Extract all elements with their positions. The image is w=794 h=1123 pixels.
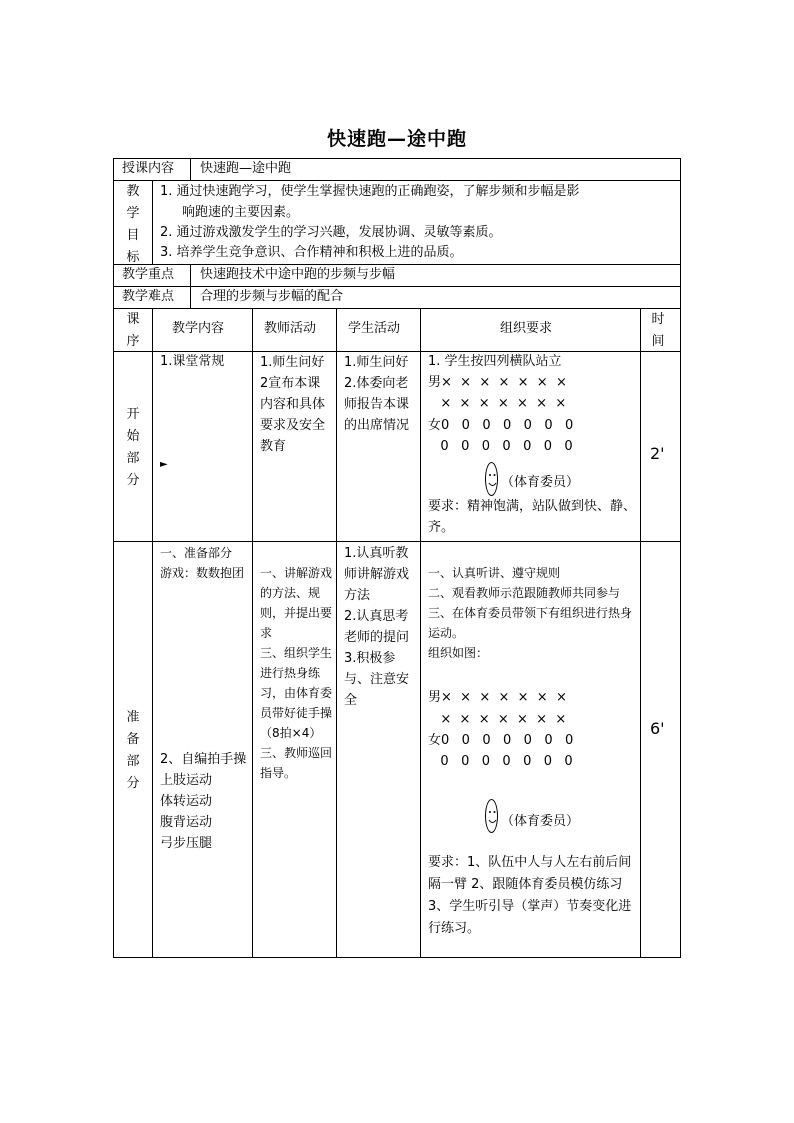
prep-org-lines: 一、认真听讲、遵守规则 二、观看教师示范跟随教师共同参与 三、在体育委员带领下有组织进行热身运动。 组织如图： <box>428 566 633 660</box>
objective-1: 1. 通过快速跑学习，使学生掌握快速跑的正确跑姿，了解步频和步幅是影 <box>160 184 580 199</box>
smiley-face-icon <box>485 799 498 833</box>
start-formation-row-3: 女0 0 0 0 0 0 0 <box>428 418 574 433</box>
course-value: 快速跑—途中跑 <box>200 161 292 176</box>
start-content-marker: ► <box>160 459 168 470</box>
objective-2: 2. 通过游戏激发学生的学习兴趣，发展协调、灵敏等素质。 <box>160 225 502 240</box>
objectives-label: 教学目标 <box>126 184 140 265</box>
prep-formation-row-3: 女0 0 0 0 0 0 0 <box>428 733 574 748</box>
key-label: 教学重点 <box>122 267 175 282</box>
col-student: 学生活动 <box>348 321 401 336</box>
smiley-face-icon <box>485 462 498 496</box>
prep-formation-row-4: 0 0 0 0 0 0 0 <box>428 754 573 769</box>
page-title: 快速跑—途中跑 <box>326 128 467 150</box>
prep-section-label: 准备部分 <box>126 710 140 791</box>
objective-1-cont: 响跑速的主要因素。 <box>182 205 300 220</box>
start-formation-row-1: 男× × × × × × × <box>428 375 567 390</box>
col-time: 时间 <box>651 312 665 349</box>
difficult-value: 合理的步频与步幅的配合 <box>200 289 344 304</box>
start-formation-row-4: 0 0 0 0 0 0 0 <box>428 439 573 454</box>
col-organization: 组织要求 <box>500 321 553 336</box>
start-formation-row-2: × × × × × × × <box>428 396 567 411</box>
col-content: 教学内容 <box>172 321 225 336</box>
start-section-label: 开始部分 <box>126 407 140 488</box>
start-monitor-label: （体育委员） <box>501 475 580 490</box>
prep-requirement: 要求：1、队伍中人与人左右前后间隔一臂 2、跟随体育委员模仿练习 3、学生听引导（掌声）节奏变化进行练习。 <box>428 855 632 936</box>
start-teacher: 1.师生问好 2宣布本课内容和具体要求及安全教育 <box>260 355 326 454</box>
difficult-label: 教学难点 <box>122 289 175 304</box>
start-org-intro: 1. 学生按四列横队站立 <box>428 354 562 369</box>
prep-content-warmup: 一、准备部分 游戏：数数抱团 <box>160 546 245 580</box>
prep-time: 6' <box>650 719 665 738</box>
start-student: 1.师生问好 2.体委向老师报告本课的出席情况 <box>344 355 410 433</box>
col-sequence: 课序 <box>126 312 140 349</box>
prep-content-exercises: 2、自编拍手操 上肢运动 体转运动 腹背运动 弓步压腿 <box>160 752 247 851</box>
lesson-plan-table <box>113 158 681 958</box>
prep-monitor-label: （体育委员） <box>501 814 580 829</box>
key-value: 快速跑技术中途中跑的步频与步幅 <box>200 267 396 282</box>
start-content: 1.课堂常规 <box>160 354 225 369</box>
prep-student: 1.认真听教师讲解游戏方法 2.认真思考老师的提问 3.积极参与、注意安全 <box>344 546 410 708</box>
start-requirement: 要求：精神饱满，站队做到快、静、齐。 <box>428 499 637 535</box>
start-time: 2' <box>650 444 665 463</box>
prep-teacher: 一、讲解游戏的方法、规则，并提出要求 三、组织学生进行热身练习，由体育委员带好徒手操（8拍×4） 三、教师巡回指导。 <box>260 566 333 780</box>
course-label: 授课内容 <box>122 161 175 176</box>
prep-formation-row-2: × × × × × × × <box>428 712 567 727</box>
objective-3: 3. 培养学生竞争意识、合作精神和积极上进的品质。 <box>160 245 463 260</box>
prep-formation-row-1: 男× × × × × × × <box>428 690 567 705</box>
col-teacher: 教师活动 <box>264 321 317 336</box>
